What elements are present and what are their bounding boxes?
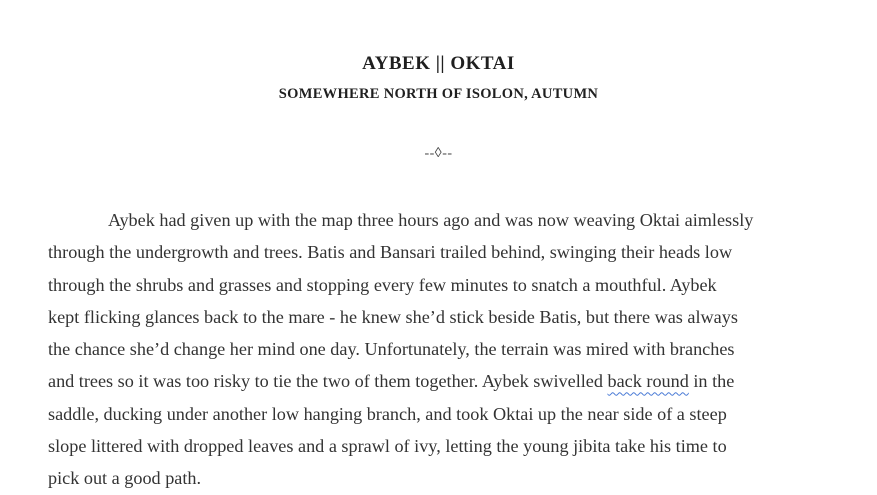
paragraph-line: through the shrubs and grasses and stopping every few minutes to snatch a mouthful. Aybek	[48, 274, 717, 295]
paragraph-line: saddle, ducking under another low hanging branch, and took Oktai up the near side of a steep	[48, 403, 727, 424]
paragraph-line: slope littered with dropped leaves and a sprawl of ivy, letting the young jibita take his time to	[48, 436, 727, 457]
body-paragraph[interactable]	[48, 204, 838, 495]
chapter-subtitle: SOMEWHERE NORTH OF ISOLON, AUTUMN	[278, 86, 599, 102]
paragraph-line: Aybek had given up with the map three hours ago and was now weaving Oktai aimlessly	[108, 210, 754, 230]
section-separator: --◊--	[424, 146, 453, 161]
paragraph-line: the chance she’d change her mind one day. Unfortunately, the terrain was mired with branches	[48, 339, 735, 360]
paragraph-line: pick out a good path.	[48, 468, 202, 489]
paragraph-line-text: in the	[688, 371, 735, 392]
paragraph-line	[48, 365, 838, 397]
paragraph-line-text: and trees so it was too risky to tie the two of them together. Aybek swivelled	[48, 371, 608, 392]
paragraph-line: through the undergrowth and trees. Batis and Bansari trailed behind, swinging their heads low	[48, 242, 733, 263]
spellcheck-flagged-phrase[interactable]: back round	[607, 371, 689, 392]
paragraph-line: kept flicking glances back to the mare - he knew she’d stick beside Batis, but there was always	[48, 306, 738, 327]
chapter-title: AYBEK || OKTAI	[362, 53, 515, 74]
